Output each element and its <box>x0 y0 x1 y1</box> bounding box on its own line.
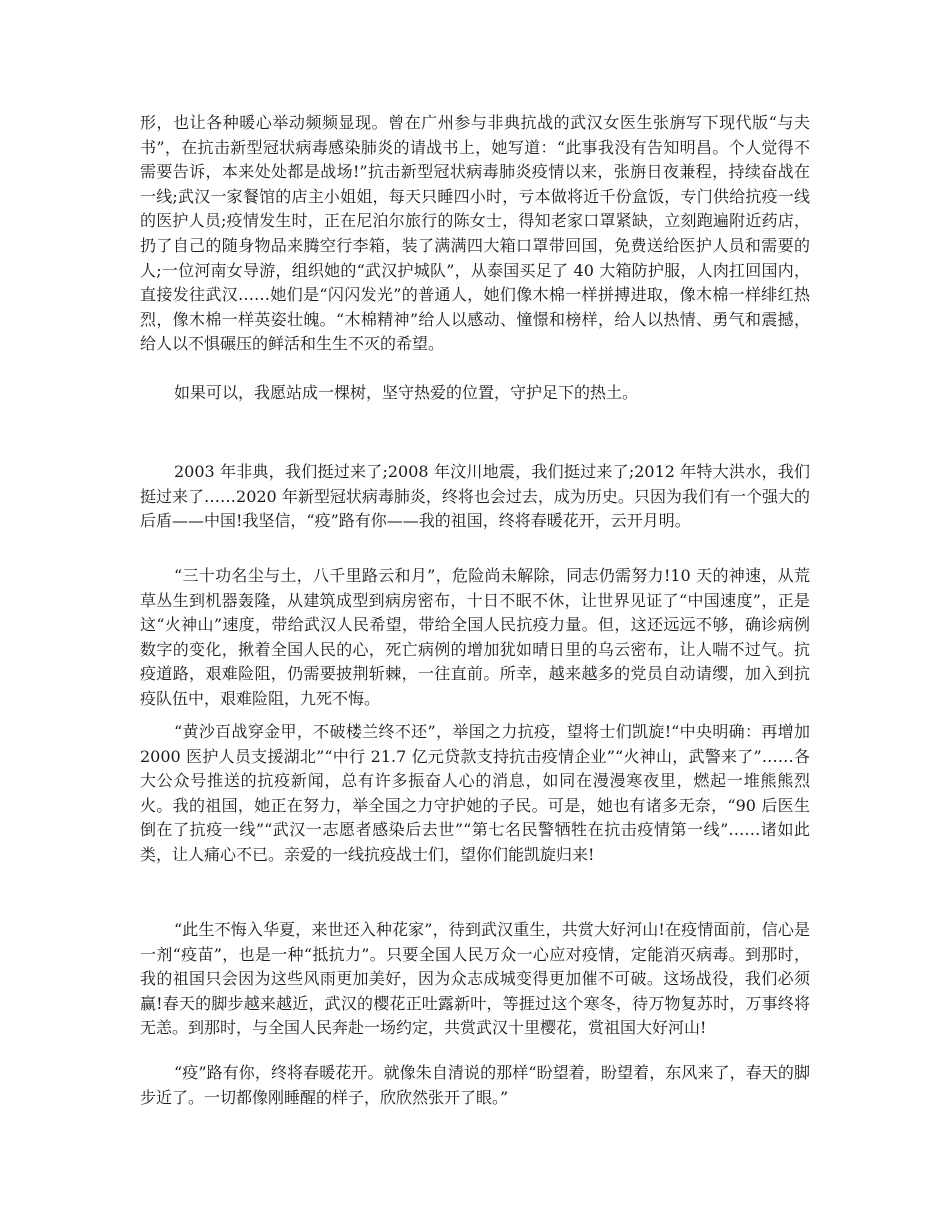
paragraph-7-block <box>140 1061 810 1110</box>
paragraph-6-block <box>140 918 810 1041</box>
paragraph-2: 如果可以，我愿站成一棵树，坚守热爱的位置，守护足下的热土。 <box>174 383 639 402</box>
paragraph-4-block <box>140 564 810 712</box>
paragraph-3-block <box>140 460 810 534</box>
paragraph-6: “此生不悔入华夏，来世还入种花家”，待到武汉重生，共赏大好河山!在疫情面前，信心是一剂“疫苗”，也是一种“抵抗力”。只要全国人民万众一心应对疫情，定能消灭病毒。到那时，我的祖国只会因为这些风雨更加美好，因为众志成城变得更加催不可破。这场战役，我们必须赢!春天的脚步越来越近，武汉的樱花正吐露新叶，等捱过这个寒冬，待万物复苏时，万事终将无恙。到那时，与全国人民奔赴一场约定，共赏武汉十里樱花，赏祖国大好河山! <box>140 920 810 1038</box>
paragraph-1: 形，也让各种暖心举动频频显现。曾在广州参与非典抗战的武汉女医生张旃写下现代版“与夫书”，在抗击新型冠状病毒感染肺炎的请战书上，她写道：“此事我没有告知明昌。个人觉得不需要告诉，本来处处都是战场!”抗击新型冠状病毒肺炎疫情以来，张旃日夜兼程，持续奋战在一线;武汉一家餐馆的店主小姐姐，每天只睡四小时，亏本做将近千份盒饭，专门供给抗疫一线的医护人员;疫情发生时，正在尼泊尔旅行的陈女士，得知老家口罩紧缺，立刻跑遍附近药店，扔了自己的随身物品来腾空行李箱，装了满满四大箱口罩带回国，免费送给医护人员和需要的人;一位河南女导游，组织她的“武汉护城队”，从泰国买足了 40 大箱防护服，人肉扛回国内，直接发往武汉……她们是“闪闪发光”的普通人，她们像木棉一样拼搏进取，像木棉一样绯红热烈，像木棉一样英姿壮魄。“木棉精神”给人以感动、憧憬和榜样，给人以热情、勇气和震撼，给人以不惧碾压的鲜活和生生不灭的希望。 <box>140 113 810 354</box>
paragraph-1-block <box>140 111 810 357</box>
paragraph-5-block <box>140 720 810 868</box>
paragraph-5: “黄沙百战穿金甲，不破楼兰终不还”，举国之力抗疫，望将士们凯旋!“中央明确：再增加 2000 医护人员支援湖北”“中行 21.7 亿元贷款支持抗击疫情企业”“火神山，武警来了”……各大公众号推送的抗疫新闻，总有许多振奋人心的消息，如同在漫漫寒夜里，燃起一堆熊熊烈火。我的祖国，她正在努力，举全国之力守护她的子民。可是，她也有诸多无奈，“90 后医生倒在了抗疫一线”“武汉一志愿者感染后去世”“第七名民警牺牲在抗击疫情第一线”……诸如此类，让人痛心不已。亲爱的一线抗疫战士们，望你们能凯旋归来! <box>140 722 810 864</box>
paragraph-4: “三十功名尘与土，八千里路云和月”，危险尚未解除，同志仍需努力!10 天的神速，从荒草丛生到机器轰隆，从建筑成型到病房密布，十日不眠不休，让世界见证了“中国速度”，正是这“火神山”速度，带给武汉人民希望，带给全国人民抗疫力量。但，这还远远不够，确诊病例数字的变化，揪着全国人民的心，死亡病例的增加犹如晴日里的乌云密布，让人喘不过气。抗疫道路，艰难险阻，仍需要披荆斩棘，一往直前。所幸，越来越多的党员自动请缨，加入到抗疫队伍中，艰难险阻，九死不悔。 <box>140 566 810 708</box>
paragraph-3: 2003 年非典，我们挺过来了;2008 年汶川地震，我们挺过来了;2012 年特大洪水，我们挺过来了……2020 年新型冠状病毒肺炎，终将也会过去，成为历史。只因为我们有一个强大的后盾——中国!我坚信，“疫”路有你——我的祖国，终将春暖花开，云开月明。 <box>140 462 810 531</box>
paragraph-7: “疫”路有你，终将春暖花开。就像朱自清说的那样“盼望着，盼望着，东风来了，春天的脚步近了。一切都像刚睡醒的样子，欣欣然张开了眼。” <box>140 1063 810 1107</box>
paragraph-2-block <box>140 381 810 406</box>
